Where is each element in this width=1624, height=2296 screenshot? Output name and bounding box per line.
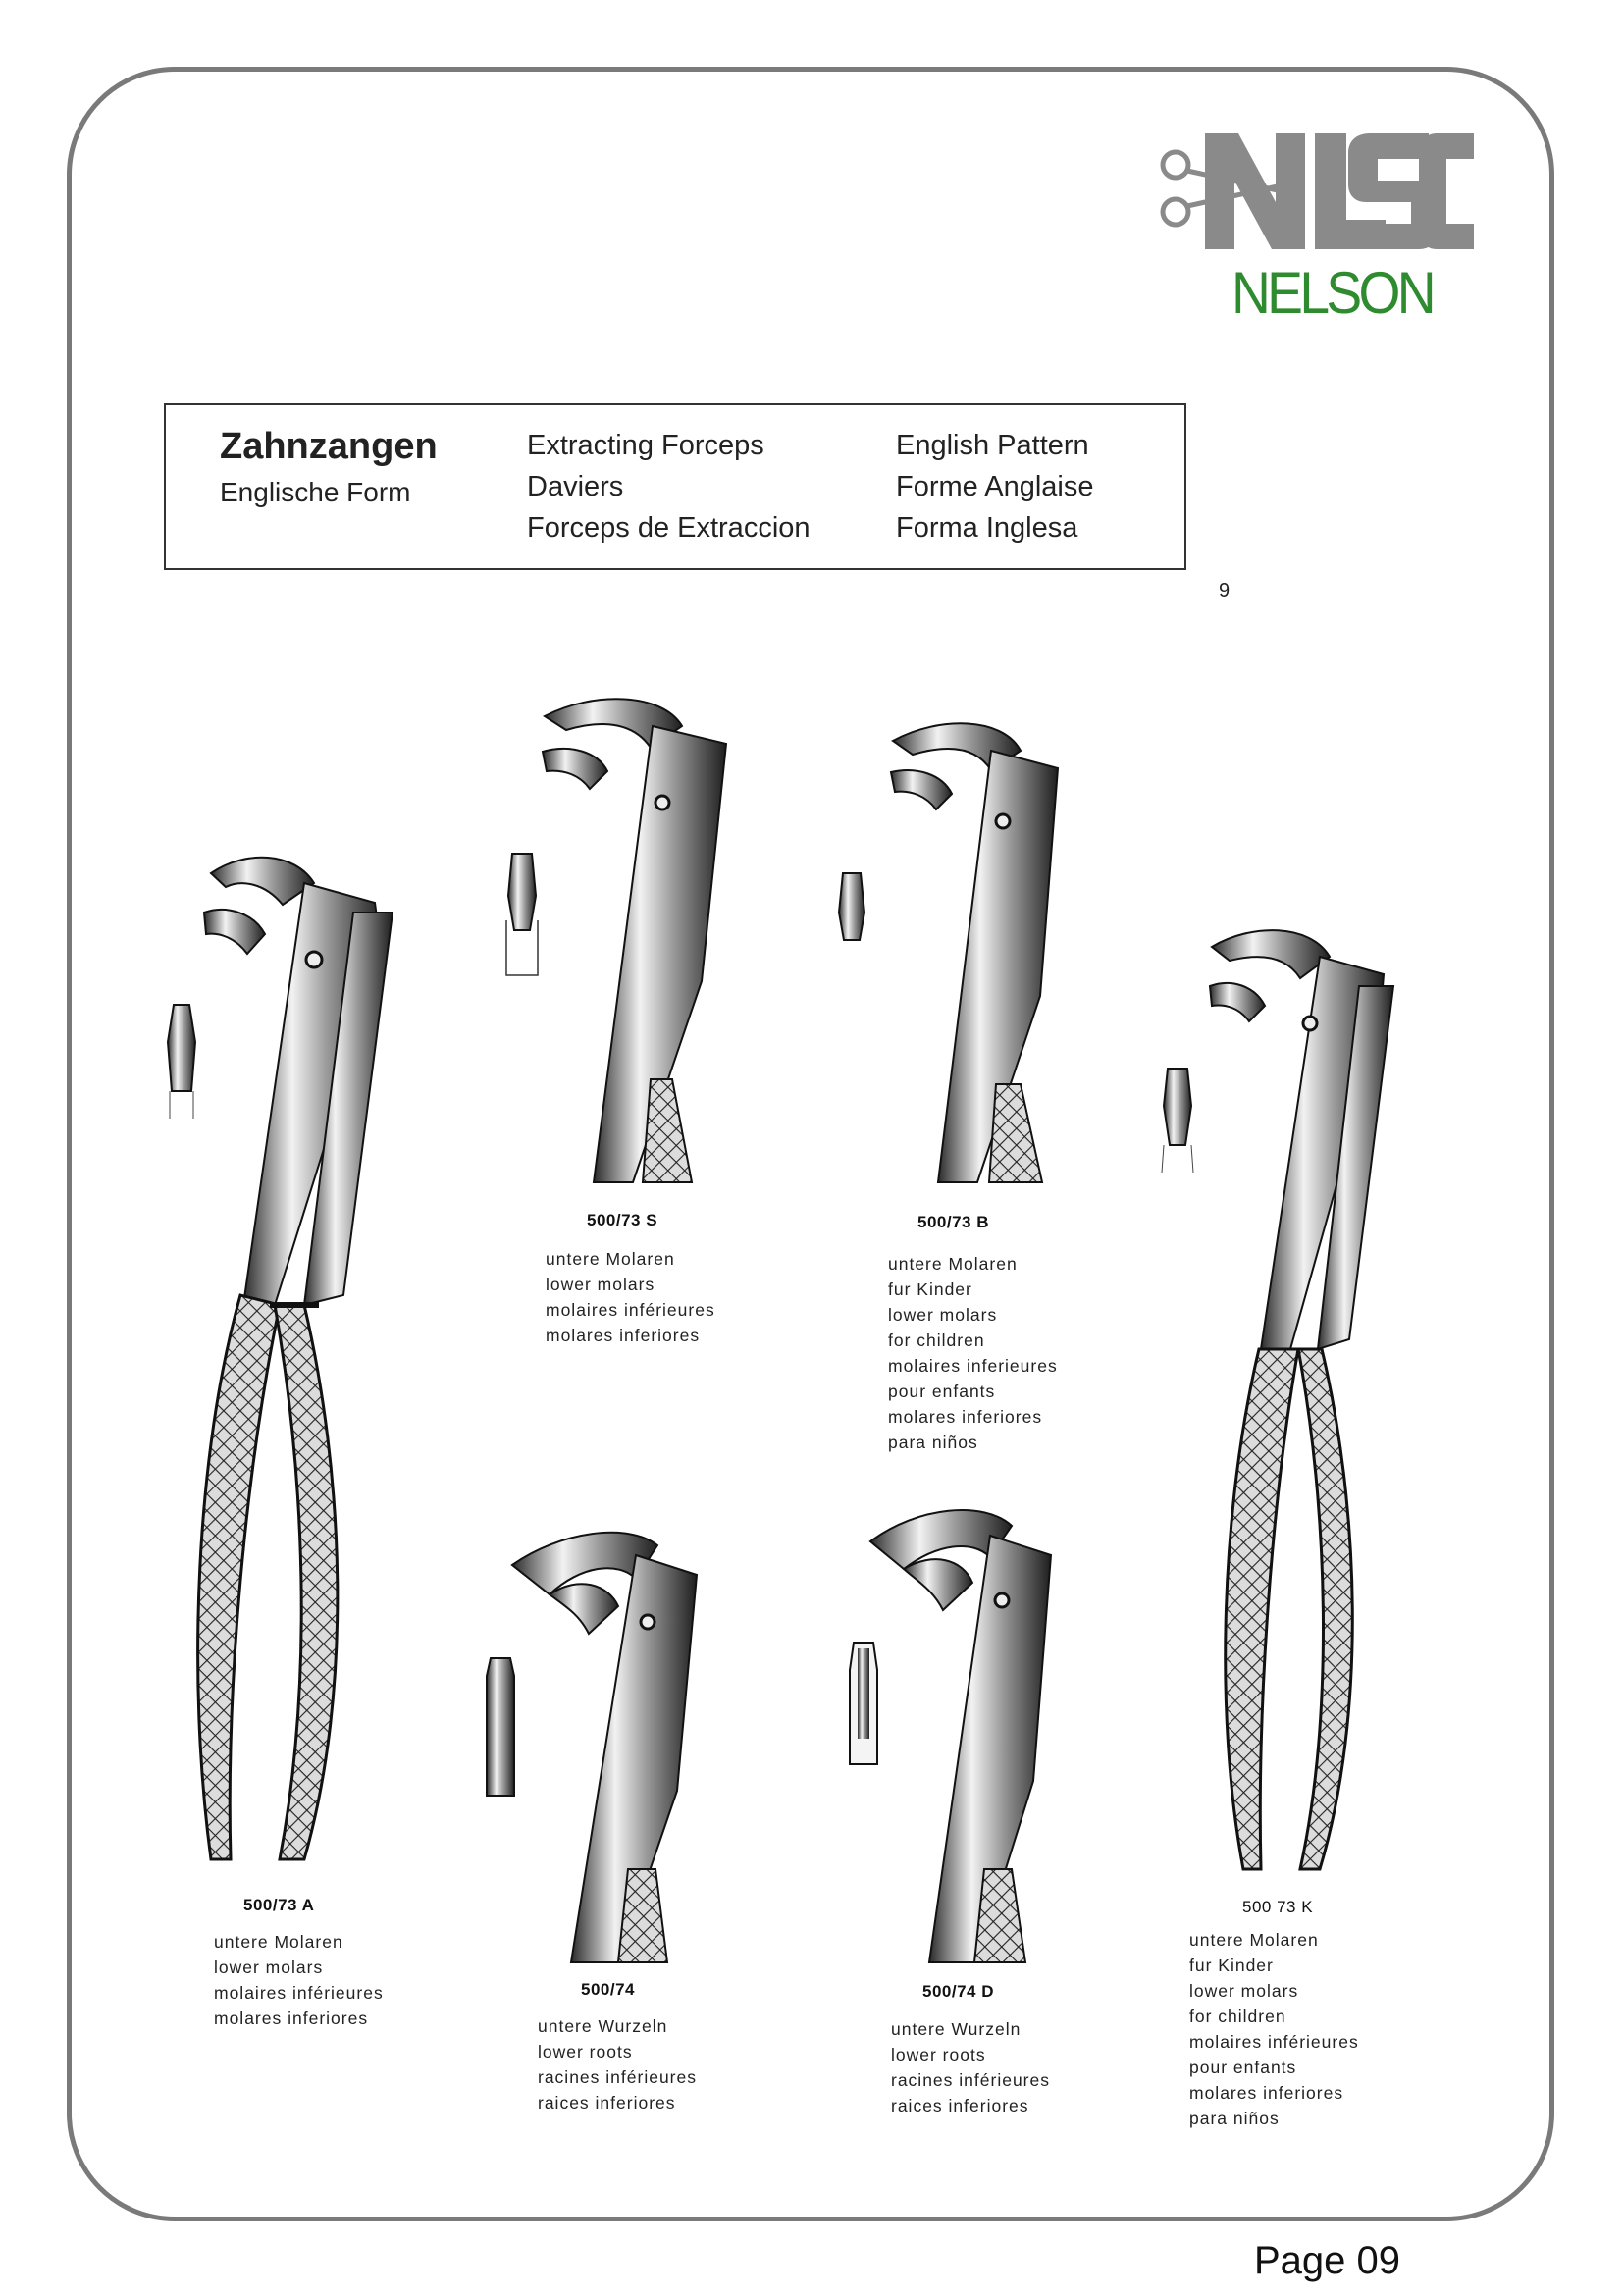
item-500-74 — [581, 1980, 635, 2000]
jaw-profile-icon — [502, 852, 542, 979]
translation-line: Daviers — [527, 471, 624, 502]
item-500-73-a — [243, 1896, 314, 1915]
nlsc-logo-mark — [1148, 126, 1482, 253]
catalog-header-box — [164, 403, 1186, 570]
item-code: 500/74 — [581, 1980, 635, 1999]
item-description — [538, 2013, 697, 2115]
nelson-logo — [1148, 126, 1482, 332]
description-line: para niños — [888, 1433, 978, 1452]
description-line: raices inferiores — [538, 2093, 676, 2113]
translation-line: English Pattern — [896, 430, 1089, 461]
translations-col-1 — [527, 425, 811, 548]
jaw-profile-icon — [162, 1003, 201, 1121]
forceps-500-73-b-image — [883, 711, 1079, 1187]
description-line: untere Wurzeln — [891, 2019, 1022, 2039]
jaw-profile-icon — [483, 1656, 518, 1799]
item-500-74-d — [922, 1982, 994, 2002]
german-heading — [220, 421, 438, 513]
translations-col-2 — [896, 425, 1094, 548]
description-line: molares inferiores — [888, 1407, 1043, 1427]
german-subtitle: Englische Form — [220, 477, 411, 507]
nelson-wordmark: NELSON — [1231, 260, 1433, 326]
translation-line: Forceps de Extraccion — [527, 512, 811, 544]
description-line: lower molars — [888, 1305, 998, 1325]
item-description — [546, 1246, 715, 1348]
item-description — [891, 2016, 1050, 2118]
description-line: molaires inférieures — [546, 1300, 715, 1320]
item-description — [214, 1929, 384, 2031]
description-line: racines inférieures — [538, 2067, 697, 2087]
item-code: 500/73 A — [243, 1896, 315, 1914]
item-code: 500/73 S — [587, 1211, 658, 1229]
item-code: 500 73 K — [1242, 1898, 1314, 1916]
translation-line: Extracting Forceps — [527, 430, 764, 461]
description-line: untere Molaren — [1189, 1930, 1319, 1950]
description-line: para niños — [1189, 2109, 1280, 2128]
item-500-73-k — [1242, 1898, 1313, 1917]
description-line: untere Molaren — [888, 1254, 1018, 1274]
forceps-500-73-a-image — [157, 844, 412, 1884]
item-description — [1189, 1927, 1359, 2131]
item-500-73-s — [587, 1211, 657, 1230]
description-line: molares inferiores — [546, 1326, 701, 1345]
description-line: molaires inférieures — [214, 1983, 384, 2003]
description-line: for children — [1189, 2007, 1286, 2026]
description-line: molares inferiores — [1189, 2083, 1344, 2103]
forceps-500-74-image — [510, 1516, 716, 1967]
jaw-profile-icon — [846, 1641, 881, 1768]
jaw-profile-icon — [834, 871, 869, 984]
forceps-500-74-d-image — [868, 1496, 1065, 1967]
description-line: pour enfants — [1189, 2058, 1297, 2077]
description-line: untere Molaren — [546, 1249, 675, 1269]
description-line: lower molars — [214, 1957, 324, 1977]
description-line: untere Wurzeln — [538, 2016, 668, 2036]
description-line: lower roots — [538, 2042, 633, 2061]
forceps-500-73-k-image — [1202, 917, 1408, 1889]
description-line: molaires inferieures — [888, 1356, 1058, 1376]
jaw-profile-icon — [1158, 1067, 1197, 1174]
description-line: raices inferiores — [891, 2096, 1029, 2115]
forceps-500-73-s-image — [535, 687, 741, 1187]
item-500-73-b — [917, 1213, 989, 1232]
description-line: for children — [888, 1331, 985, 1350]
description-line: fur Kinder — [1189, 1956, 1274, 1975]
item-description — [888, 1251, 1058, 1455]
page-footer-label: Page 09 — [1254, 2239, 1401, 2282]
description-line: lower roots — [891, 2045, 986, 2064]
description-line: molares inferiores — [214, 2009, 369, 2028]
translation-line: Forma Inglesa — [896, 512, 1078, 544]
description-line: lower molars — [1189, 1981, 1299, 2001]
item-code: 500/73 B — [917, 1213, 989, 1231]
translation-line: Forme Anglaise — [896, 471, 1094, 502]
item-code: 500/74 D — [922, 1982, 994, 2001]
catalog-page-number: 9 — [1219, 580, 1231, 601]
description-line: lower molars — [546, 1275, 655, 1294]
german-title: Zahnzangen — [220, 426, 438, 467]
description-line: untere Molaren — [214, 1932, 343, 1952]
description-line: pour enfants — [888, 1382, 996, 1401]
description-line: molaires inférieures — [1189, 2032, 1359, 2052]
description-line: fur Kinder — [888, 1279, 972, 1299]
description-line: racines inférieures — [891, 2070, 1050, 2090]
